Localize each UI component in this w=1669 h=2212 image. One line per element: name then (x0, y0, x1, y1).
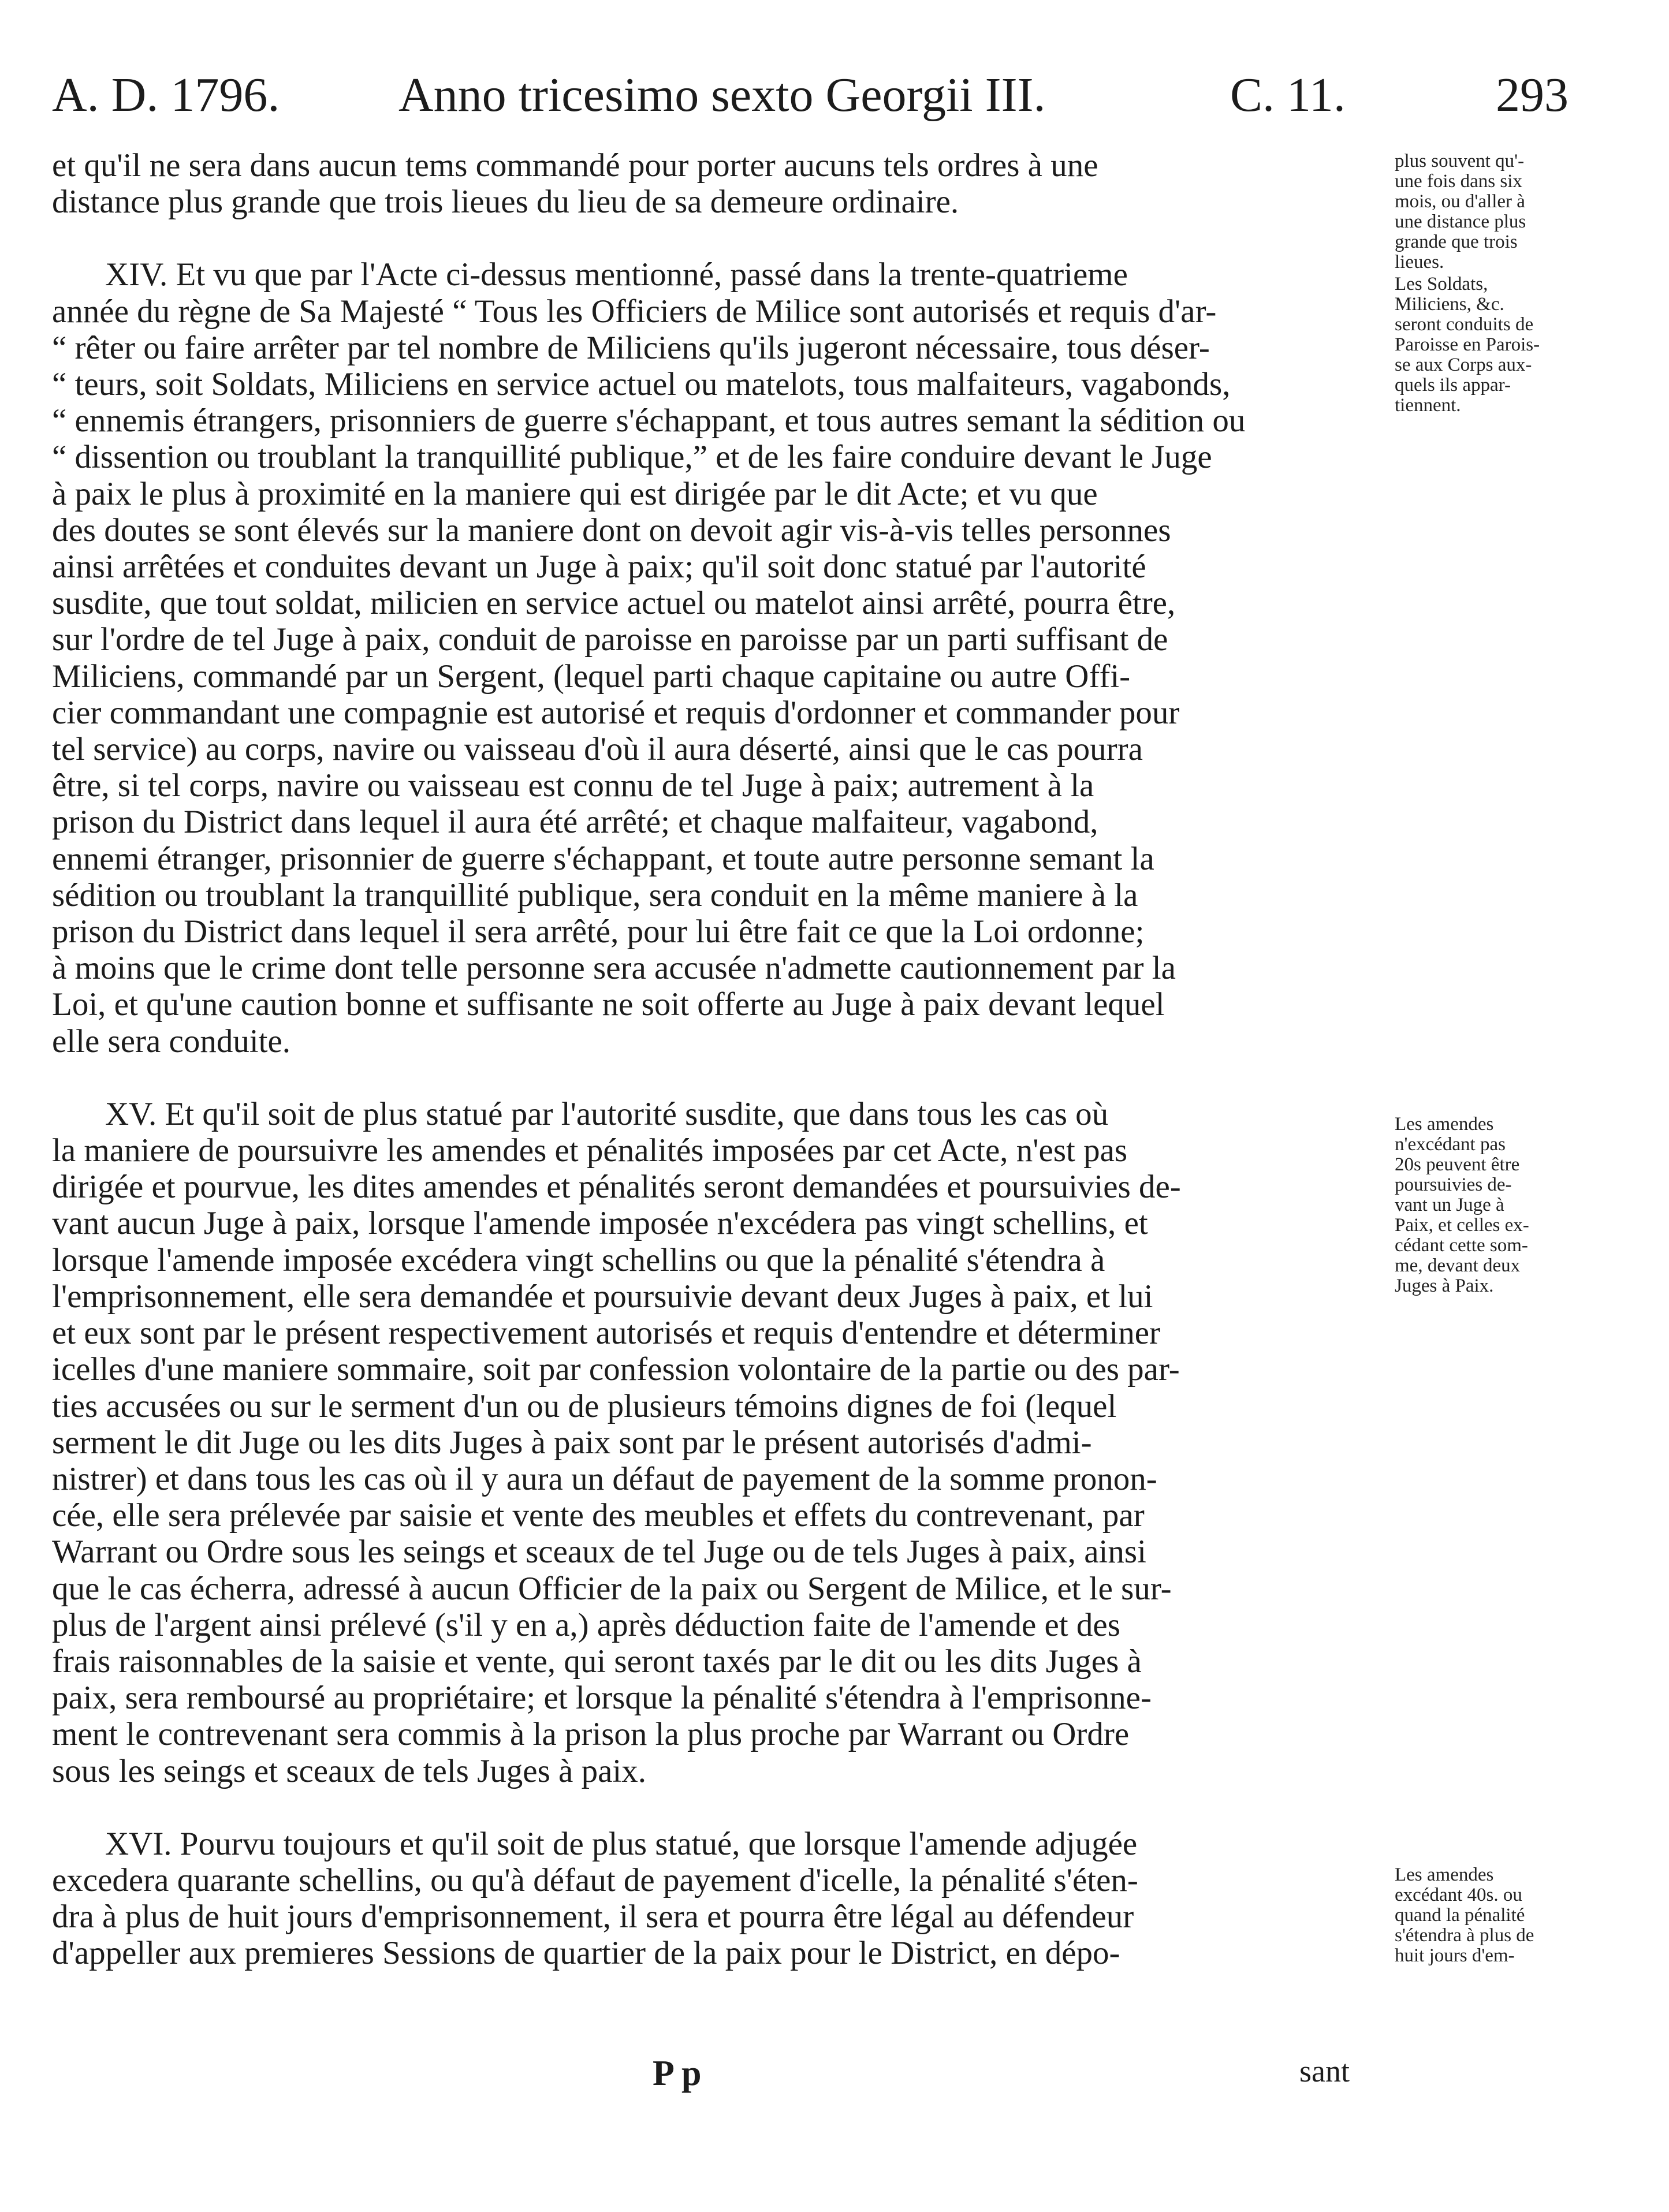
text-line: dirigée et pourvue, les dites amendes et pénalités seront demandées et poursuivies de- (52, 1169, 1181, 1206)
paragraph-intro (52, 147, 1374, 220)
text-line: ainsi arrêtées et conduites devant un Juge à paix; qu'il soit donc statué par l'autorité (52, 549, 1146, 585)
text-line: XIV. Et vu que par l'Acte ci-dessus mentionné, passé dans la trente-quatrieme (105, 256, 1128, 293)
header-year: A. D. 1796. (52, 68, 280, 122)
main-text (52, 147, 1374, 1972)
margin-note-line: cédant cette som- (1395, 1235, 1528, 1256)
text-line: et qu'il ne sera dans aucun tems commandé pour porter aucuns tels ordres à une (52, 147, 1098, 184)
margin-note-line: se aux Corps aux- (1395, 355, 1532, 375)
margin-note-line: grande que trois (1395, 232, 1518, 252)
margin-note-line: une fois dans six (1395, 171, 1522, 192)
margin-note-line: une distance plus (1395, 211, 1526, 232)
text-line: ment le contrevenant sera commis à la prison la plus proche par Warrant ou Ordre (52, 1716, 1130, 1753)
text-line: frais raisonnables de la saisie et vente, qui seront taxés par le dit ou les dits Juges à (52, 1643, 1142, 1680)
text-line: sédition ou troublant la tranquillité publique, sera conduit en la même maniere à la (52, 876, 1138, 913)
margin-note-line: lieues. (1395, 252, 1444, 273)
text-line: XVI. Pourvu toujours et qu'il soit de plus statué, que lorsque l'amende adjugée (105, 1825, 1138, 1862)
text-line: lorsque l'amende imposée excédera vingt schellins ou que la pénalité s'étendra à (52, 1241, 1105, 1278)
text-line: année du règne de Sa Majesté “ Tous les Officiers de Milice sont autorisés et requis d'ar- (52, 293, 1217, 330)
text-line: ties accusées ou sur le serment d'un ou de plusieurs témoins dignes de foi (lequel (52, 1387, 1117, 1424)
text-line: à moins que le crime dont telle personne sera accusée n'admette cautionnement par la (52, 950, 1176, 987)
text-line: plus de l'argent ainsi prélevé (s'il y en a,) après déduction faite de l'amende et des (52, 1606, 1120, 1643)
margin-note-line: plus souvent qu'- (1395, 151, 1525, 171)
text-line: “ ennemis étrangers, prisonniers de guerre s'échappant, et tous autres semant la sédition ou (52, 402, 1246, 439)
text-line: distance plus grande que trois lieues du lieu de sa demeure ordinaire. (52, 184, 959, 221)
text-line: cier commandant une compagnie est autorisé et requis d'ordonner et commander pour (52, 694, 1180, 731)
margin-note-soldiers (1395, 274, 1591, 416)
text-line: la maniere de poursuivre les amendes et pénalités imposées par cet Acte, n'est pas (52, 1132, 1128, 1169)
margin-note-line: Miliciens, &c. (1395, 294, 1504, 315)
running-header (52, 58, 1611, 133)
margin-note-line: quand la pénalité (1395, 1905, 1525, 1926)
margin-note-line: Paix, et celles ex- (1395, 1215, 1529, 1236)
text-line: prison du District dans lequel il aura été arrêté; et chaque malfaiteur, vagabond, (52, 804, 1098, 841)
paragraph-xiv (52, 256, 1374, 1059)
text-line: des doutes se sont élevés sur la maniere dont on devoit agir vis-à-vis telles personnes (52, 512, 1171, 549)
text-line: susdite, que tout soldat, milicien en service actuel ou matelot ainsi arrêté, pourra être, (52, 585, 1176, 622)
margin-note-line: tiennent. (1395, 395, 1461, 416)
text-line: être, si tel corps, navire ou vaisseau est connu de tel Juge à paix; autrement à la (52, 767, 1094, 804)
text-line: “ rêter ou faire arrêter par tel nombre de Miliciens qu'ils jugeront nécessaire, tous déser- (52, 329, 1210, 366)
text-line: d'appeller aux premieres Sessions de quartier de la paix pour le District, en dépo- (52, 1935, 1120, 1972)
signature-mark: P p (653, 2054, 702, 2093)
paragraph-xv (52, 1096, 1374, 1789)
text-line: Loi, et qu'une caution bonne et suffisante ne soit offerte au Juge à paix devant lequel (52, 986, 1165, 1023)
text-line: dra à plus de huit jours d'emprisonnement, il sera et pourra être légal au défendeur (52, 1898, 1134, 1935)
paragraph-xvi (52, 1826, 1374, 1972)
margin-note-line: quels ils appar- (1395, 375, 1511, 396)
margin-note-line: huit jours d'em- (1395, 1945, 1515, 1966)
margin-note-line: poursuivies de- (1395, 1174, 1512, 1195)
text-line: elle sera conduite. (52, 1023, 291, 1060)
margin-note-line: 20s peuvent être (1395, 1154, 1520, 1175)
margin-note-line: excédant 40s. ou (1395, 1885, 1522, 1905)
text-line: à paix le plus à proximité en la maniere qui est dirigée par le dit Acte; et vu que (52, 475, 1098, 512)
text-line: XV. Et qu'il soit de plus statué par l'autorité susdite, que dans tous les cas où (105, 1095, 1109, 1132)
text-line: vant aucun Juge à paix, lorsque l'amende imposée n'excédera pas vingt schellins, et (52, 1205, 1148, 1242)
margin-note-line: Juges à Paix. (1395, 1275, 1494, 1296)
text-line: prison du District dans lequel il sera arrêté, pour lui être fait ce que la Loi ordonne; (52, 913, 1145, 950)
text-line: sur l'ordre de tel Juge à paix, conduit de paroisse en paroisse par un parti suffisant de (52, 621, 1168, 658)
margin-note-line: seront conduits de (1395, 314, 1534, 335)
text-line: que le cas écherra, adressé à aucun Officier de la paix ou Sergent de Milice, et le sur- (52, 1570, 1172, 1607)
margin-note-line: n'excédant pas (1395, 1134, 1506, 1155)
header-chapter: C. 11. (1230, 68, 1346, 122)
text-line: cée, elle sera prélevée par saisie et vente des meubles et effets du contrevenant, par (52, 1497, 1145, 1534)
text-line: Warrant ou Ordre sous les seings et sceaux de tel Juge ou de tels Juges à paix, ainsi (52, 1534, 1146, 1571)
text-line: paix, sera remboursé au propriétaire; et lorsque la pénalité s'étendra à l'emprisonne- (52, 1680, 1152, 1717)
text-line: “ teurs, soit Soldats, Miliciens en service actuel ou matelots, tous malfaiteurs, vagabonds, (52, 366, 1231, 403)
margin-note-fines-40s (1395, 1865, 1591, 1966)
margin-note-line: Paroisse en Parois- (1395, 334, 1540, 355)
margin-note-line: Les amendes (1395, 1864, 1494, 1885)
page-number: 293 (1496, 68, 1569, 122)
header-title: Anno tricesimo sexto Georgii III. (398, 68, 1046, 122)
text-line: icelles d'une maniere sommaire, soit par confession volontaire de la partie ou des par- (52, 1351, 1180, 1388)
text-line: et eux sont par le présent respectivement autorisés et requis d'entendre et déterminer (52, 1315, 1161, 1352)
margin-note-frequency (1395, 151, 1591, 273)
text-line: sous les seings et sceaux de tels Juges à paix. (52, 1752, 646, 1789)
text-line: “ dissention ou troublant la tranquillité publique,” et de les faire conduire devant le Juge (52, 439, 1212, 476)
text-line: Miliciens, commandé par un Sergent, (lequel parti chaque capitaine ou autre Offi- (52, 658, 1131, 695)
text-line: serment le dit Juge ou les dits Juges à paix sont par le présent autorisés d'admi- (52, 1424, 1092, 1461)
text-line: nistrer) et dans tous les cas où il y aura un défaut de payement de la somme pronon- (52, 1460, 1157, 1497)
text-line: ennemi étranger, prisonnier de guerre s'échappant, et toute autre personne semant la (52, 840, 1154, 877)
text-line: l'emprisonnement, elle sera demandée et poursuivie devant deux Juges à paix, et lui (52, 1278, 1153, 1315)
margin-note-line: mois, ou d'aller à (1395, 191, 1525, 212)
margin-note-line: Les amendes (1395, 1114, 1494, 1135)
margin-note-line: vant un Juge à (1395, 1195, 1504, 1215)
margin-note-line: s'étendra à plus de (1395, 1925, 1534, 1946)
text-line: excedera quarante schellins, ou qu'à défaut de payement d'icelle, la pénalité s'éten- (52, 1862, 1138, 1898)
margin-note-line: Les Soldats, (1395, 274, 1488, 294)
margin-note-fines-20s (1395, 1114, 1591, 1296)
margin-note-line: me, devant deux (1395, 1255, 1521, 1276)
text-line: tel service) au corps, navire ou vaisseau d'où il aura déserté, ainsi que le cas pourra (52, 731, 1143, 768)
catchword: sant (1299, 2054, 1350, 2088)
